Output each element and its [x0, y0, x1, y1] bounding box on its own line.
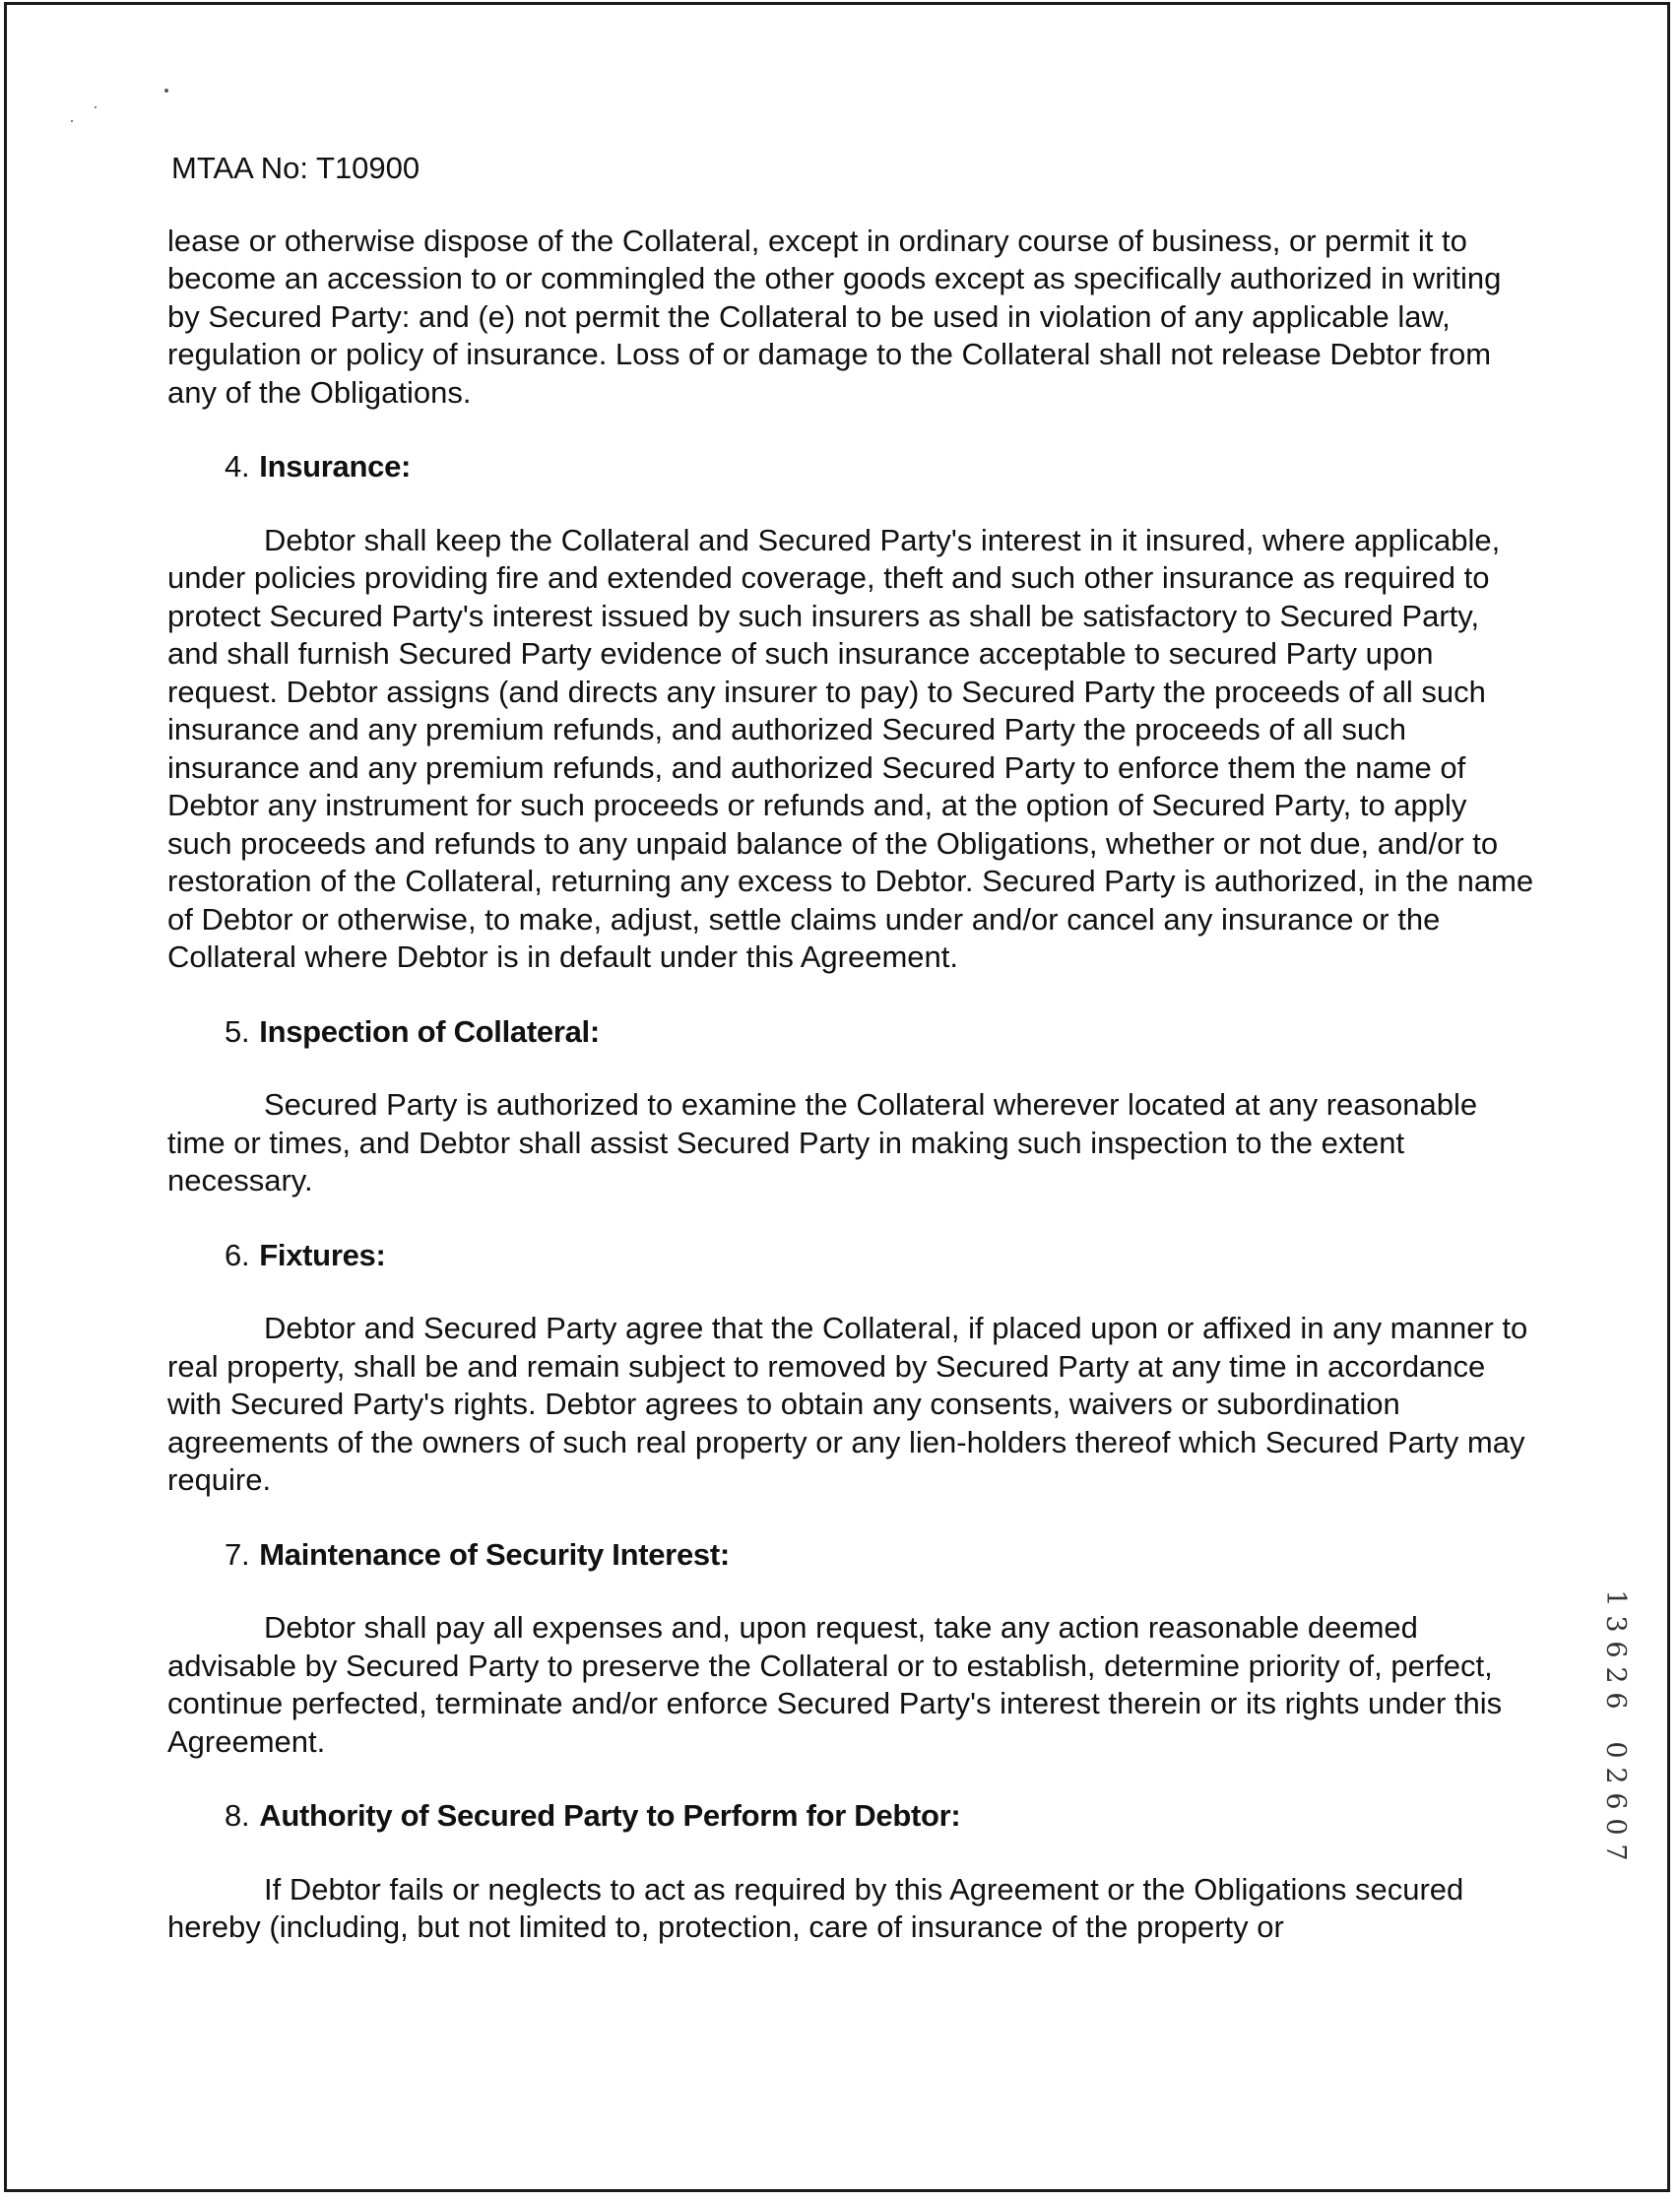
stamp-digit: 6 — [1600, 1641, 1631, 1658]
document-body — [167, 150, 1536, 1947]
section-title: Inspection of Collateral: — [259, 1013, 600, 1049]
stamp-digit: 2 — [1600, 1666, 1631, 1684]
section-inspection-of-collateral — [167, 1013, 1536, 1200]
margin-document-stamp — [1600, 1585, 1630, 1865]
section-body: Secured Party is authorized to examine the Collateral wherever located at any reasonable time or times, and Debtor shall assist Secured Party in making such inspection to the extent necessary. — [167, 1087, 1478, 1197]
section-heading — [225, 1797, 1536, 1836]
section-heading — [225, 448, 1536, 486]
scan-speck — [164, 89, 168, 93]
section-number: 7. — [225, 1536, 250, 1572]
section-heading — [225, 1536, 1536, 1575]
section-body: If Debtor fails or neglects to act as required by this Agreement or the Obligations secured hereby (including, but not limited to, protection, care of insurance of the property or — [167, 1871, 1464, 1944]
scan-speck — [95, 106, 97, 108]
section-body: Debtor shall keep the Collateral and Secured Party's interest in it insured, where applicable, under policies providing fire and extended coverage, theft and such other insurance as required to protect Secured Party's interest issued by such insurers as shall be satisfactory to Secured Party, and shall furnish Secured Party evidence of such insurance acceptable to secured Party upon request. Debtor assigns (and directs any insurer to pay) to Secured Party the proceeds of all such insurance and any premium refunds, and authorized Secured Party the proceeds of all such insurance and any premium refunds, and authorized Secured Party to enforce them the name of Debtor any instrument for such proceeds or refunds and, at the option of Secured Party, to apply such proceeds and refunds to any unpaid balance of the Obligations, whether or not due, and/or to restoration of the Collateral, returning any excess to Debtor. Secured Party is authorized, in the name of Debtor or otherwise, to make, adjust, settle claims under and/or cancel any insurance or the Collateral where Debtor is in default under this Agreement. — [167, 522, 1534, 974]
section-insurance — [167, 448, 1536, 977]
stamp-digit: 0 — [1600, 1818, 1631, 1836]
section-body: Debtor shall pay all expenses and, upon request, take any action reasonable deemed advisable by Secured Party to preserve the Collateral or to establish, determine priority of, perfect, continue perfected, terminate and/or enforce Secured Party's interest therein or its rights under this Agreement. — [167, 1610, 1503, 1759]
section-heading — [225, 1237, 1536, 1275]
stamp-spacer — [1600, 1714, 1630, 1737]
section-number: 6. — [225, 1237, 250, 1272]
stamp-digit: 7 — [1600, 1844, 1631, 1861]
section-authority-of-secured-party — [167, 1797, 1536, 1947]
section-title: Insurance: — [259, 449, 412, 484]
section-heading — [225, 1013, 1536, 1052]
section-number: 4. — [225, 449, 250, 484]
intro-paragraph: lease or otherwise dispose of the Collateral, except in ordinary course of business, or permit it to become an accession to or commingled the other goods except as specifically authorized in writing by Secured Party: and (e) not permit the Collateral to be used in violation of any applicable law, regulation or policy of insurance. Loss of or damage to the Collateral shall not release Debtor from any of the Obligations. — [167, 223, 1502, 410]
stamp-digit: 6 — [1600, 1792, 1631, 1810]
section-fixtures — [167, 1237, 1536, 1500]
scan-speck — [71, 120, 73, 122]
stamp-digit: 3 — [1600, 1615, 1631, 1633]
stamp-digit: 2 — [1600, 1767, 1631, 1784]
section-number: 5. — [225, 1013, 250, 1049]
stamp-digit: 1 — [1600, 1589, 1631, 1607]
section-title: Maintenance of Security Interest: — [259, 1536, 730, 1572]
stamp-digit: 0 — [1600, 1741, 1631, 1759]
section-body: Debtor and Secured Party agree that the Collateral, if placed upon or affixed in any manner to real property, shall be and remain subject to removed by Secured Party at any time in accordance with Secured Party's rights. Debtor agrees to obtain any consents, waivers or subordination agreements of the owners of such real property or any lien-holders thereof which Secured Party may require. — [167, 1311, 1528, 1497]
agreement-number: MTAA No: T10900 — [171, 151, 420, 185]
section-title: Fixtures: — [259, 1237, 386, 1272]
section-title: Authority of Secured Party to Perform for Debtor: — [259, 1798, 961, 1833]
section-maintenance-of-security-interest — [167, 1536, 1536, 1762]
stamp-digit: 6 — [1600, 1692, 1631, 1710]
section-number: 8. — [225, 1798, 250, 1833]
